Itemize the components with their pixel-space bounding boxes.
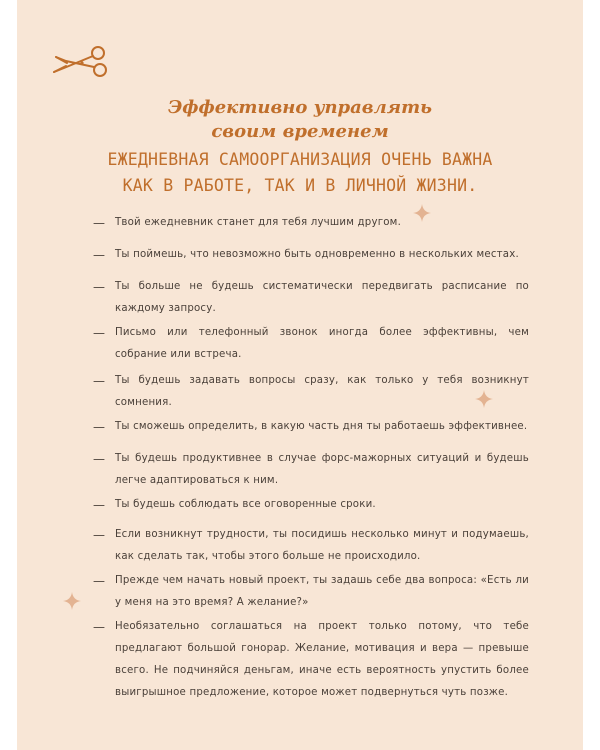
list-item-text: Ты поймешь, что невозможно быть одновременно в нескольких местах.: [115, 249, 519, 260]
list-item-text: Ты будешь задавать вопросы сразу, как только у тебя возникнут сомнения.: [115, 375, 529, 408]
page-title-line1: Эффективно управлять: [167, 97, 433, 118]
page: [17, 0, 583, 750]
list-item-text: Ты больше не будешь систематически передвигать расписание по каждому запросу.: [115, 281, 529, 314]
page-title-line2: своим временем: [211, 121, 389, 142]
list-item-text: Ты будешь продуктивнее в случае форс-мажорных ситуаций и будешь легче адаптироваться к ним.: [115, 453, 529, 486]
list-dash: —: [93, 326, 105, 340]
list-dash: —: [93, 528, 105, 542]
list-item-text: Ты будешь соблюдать все оговоренные сроки.: [115, 499, 376, 510]
subtitle-line1: ЕЖЕДНЕВНАЯ САМООРГАНИЗАЦИЯ ОЧЕНЬ ВАЖНА: [107, 150, 493, 169]
list-dash: —: [93, 280, 105, 294]
list-dash: —: [93, 498, 105, 512]
list-item-text: Прежде чем начать новый проект, ты задашь себе два вопроса: «Есть ли у меня на это время? А желание?»: [115, 575, 529, 608]
list-item-text: Ты сможешь определить, в какую часть дня ты работаешь эффективнее.: [115, 421, 528, 432]
list-item-text: Если возникнут трудности, ты посидишь несколько минут и подумаешь, как сделать так, чтобы этого больше не происходило.: [115, 529, 529, 562]
list-item-text: Письмо или телефонный звонок иногда более эффективны, чем собрание или встреча.: [115, 327, 529, 360]
subtitle-line2: КАК В РАБОТЕ, ТАК И В ЛИЧНОЙ ЖИЗНИ.: [122, 176, 478, 195]
list-dash: —: [93, 574, 105, 588]
list-item-text: Необязательно соглашаться на проект только потому, что тебе предлагают большой гонорар. Желание, мотивация и вера — превыше всего. Не подчиняйся деньгам, иначе есть вероятность упустить более выигрышное предложение, которое может подвернуться чуть позже.: [115, 621, 529, 698]
list-item-text: Твой ежедневник станет для тебя лучшим другом.: [115, 217, 402, 228]
list-dash: —: [93, 620, 105, 634]
list-dash: —: [93, 216, 105, 230]
list-dash: —: [93, 452, 105, 466]
scissors-icon: [52, 44, 112, 80]
list-dash: —: [93, 420, 105, 434]
sparkle-icon: [63, 592, 81, 610]
list-dash: —: [93, 248, 105, 262]
list-dash: —: [93, 374, 105, 388]
